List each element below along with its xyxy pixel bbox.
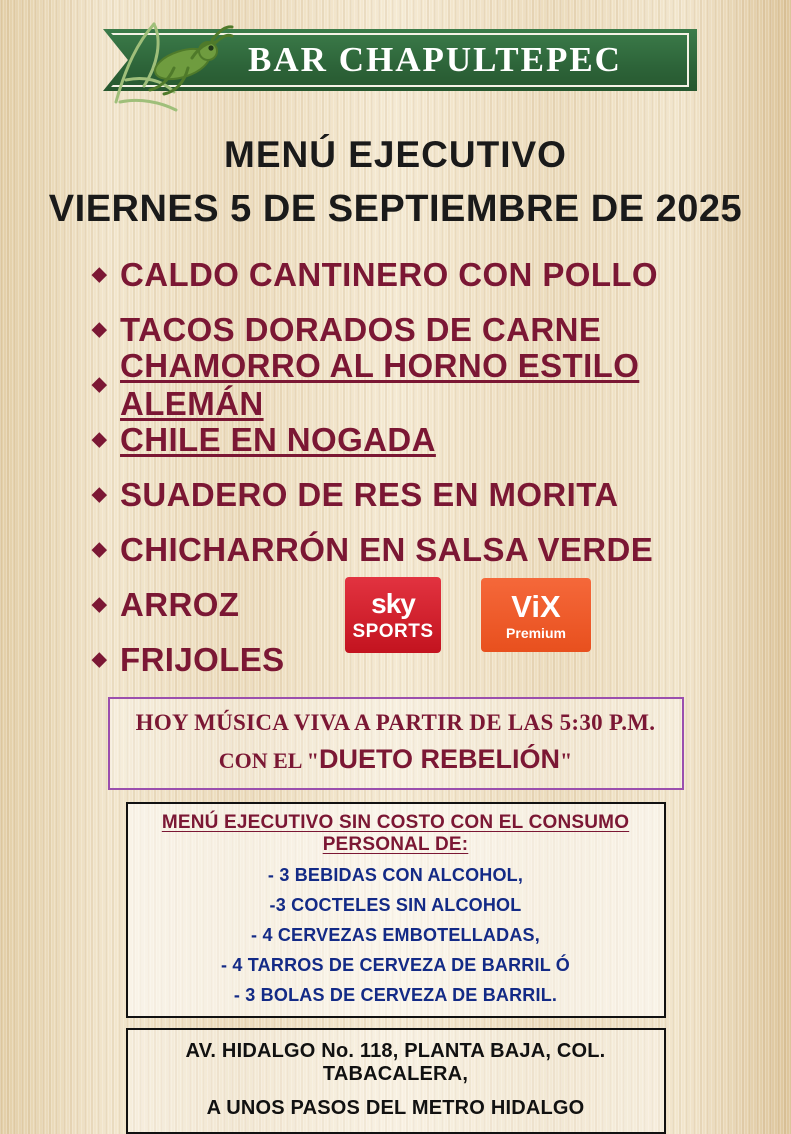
- dish-name: CALDO CANTINERO CON POLLO: [120, 255, 658, 293]
- menu-heading: [0, 134, 791, 231]
- music-artist-prefix: CON EL ": [218, 748, 319, 773]
- dish-name: ARROZ: [120, 585, 240, 623]
- list-item: [92, 467, 791, 522]
- diamond-bullet-icon: ◆: [92, 429, 108, 450]
- diamond-bullet-icon: ◆: [92, 484, 108, 505]
- address-line-2: A UNOS PASOS DEL METRO HIDALGO: [206, 1097, 585, 1119]
- diamond-bullet-icon: ◆: [92, 374, 108, 395]
- dish-name: CHICHARRÓN EN SALSA VERDE: [120, 530, 654, 568]
- menu-date: VIERNES 5 DE SEPTIEMBRE DE 2025: [48, 188, 743, 230]
- list-item: [92, 247, 791, 302]
- music-artist-name: DUETO REBELIÓN: [319, 744, 561, 774]
- sky-sports-subtext: SPORTS: [352, 620, 434, 642]
- dish-name: CHILE EN NOGADA: [120, 420, 436, 458]
- diamond-bullet-icon: ◆: [92, 649, 108, 670]
- diamond-bullet-icon: ◆: [92, 539, 108, 560]
- diamond-bullet-icon: ◆: [92, 594, 108, 615]
- dish-name: CHAMORRO AL HORNO ESTILO ALEMÁN: [120, 346, 640, 422]
- promo-box: [126, 802, 666, 1018]
- vix-subtext: Premium: [506, 624, 566, 641]
- bar-name: BAR CHAPULTEPEC: [248, 40, 622, 79]
- header-banner: [0, 0, 791, 118]
- promo-item: - 4 CERVEZAS EMBOTELLADAS,: [251, 925, 540, 945]
- channel-logos: [345, 577, 591, 653]
- address-line-1: AV. HIDALGO No. 118, PLANTA BAJA, COL. TABACALERA,: [185, 1040, 606, 1085]
- address-box: [126, 1028, 666, 1134]
- diamond-bullet-icon: ◆: [92, 319, 108, 340]
- music-artist-suffix: ": [560, 748, 573, 773]
- dish-name: FRIJOLES: [120, 640, 285, 678]
- vix-premium-logo: [481, 578, 591, 652]
- sky-sports-wordmark: sky: [371, 587, 415, 619]
- music-artist-line: [116, 744, 676, 775]
- list-item: [92, 346, 791, 422]
- music-time-text: HOY MÚSICA VIVA A PARTIR DE LAS 5:30 P.M.: [135, 710, 656, 735]
- dish-name: TACOS DORADOS DE CARNE: [120, 310, 602, 348]
- promo-title: MENÚ EJECUTIVO SIN COSTO CON EL CONSUMO PERSONAL DE:: [161, 812, 630, 855]
- menu-title: MENÚ EJECUTIVO: [224, 134, 567, 175]
- promo-item: -3 COCTELES SIN ALCOHOL: [269, 895, 522, 915]
- promo-item: - 3 BOLAS DE CERVEZA DE BARRIL.: [233, 985, 558, 1005]
- diamond-bullet-icon: ◆: [92, 264, 108, 285]
- sky-sports-logo: [345, 577, 441, 653]
- live-music-box: [108, 697, 684, 790]
- promo-item: - 3 BEBIDAS CON ALCOHOL,: [267, 865, 524, 885]
- grasshopper-logo-icon: [96, 6, 236, 116]
- dish-name: SUADERO DE RES EN MORITA: [120, 475, 619, 513]
- vix-wordmark: ViX: [511, 588, 561, 624]
- list-item: [92, 522, 791, 577]
- promo-item: - 4 TARROS DE CERVEZA DE BARRIL Ó: [221, 955, 570, 975]
- dish-list: [0, 247, 791, 687]
